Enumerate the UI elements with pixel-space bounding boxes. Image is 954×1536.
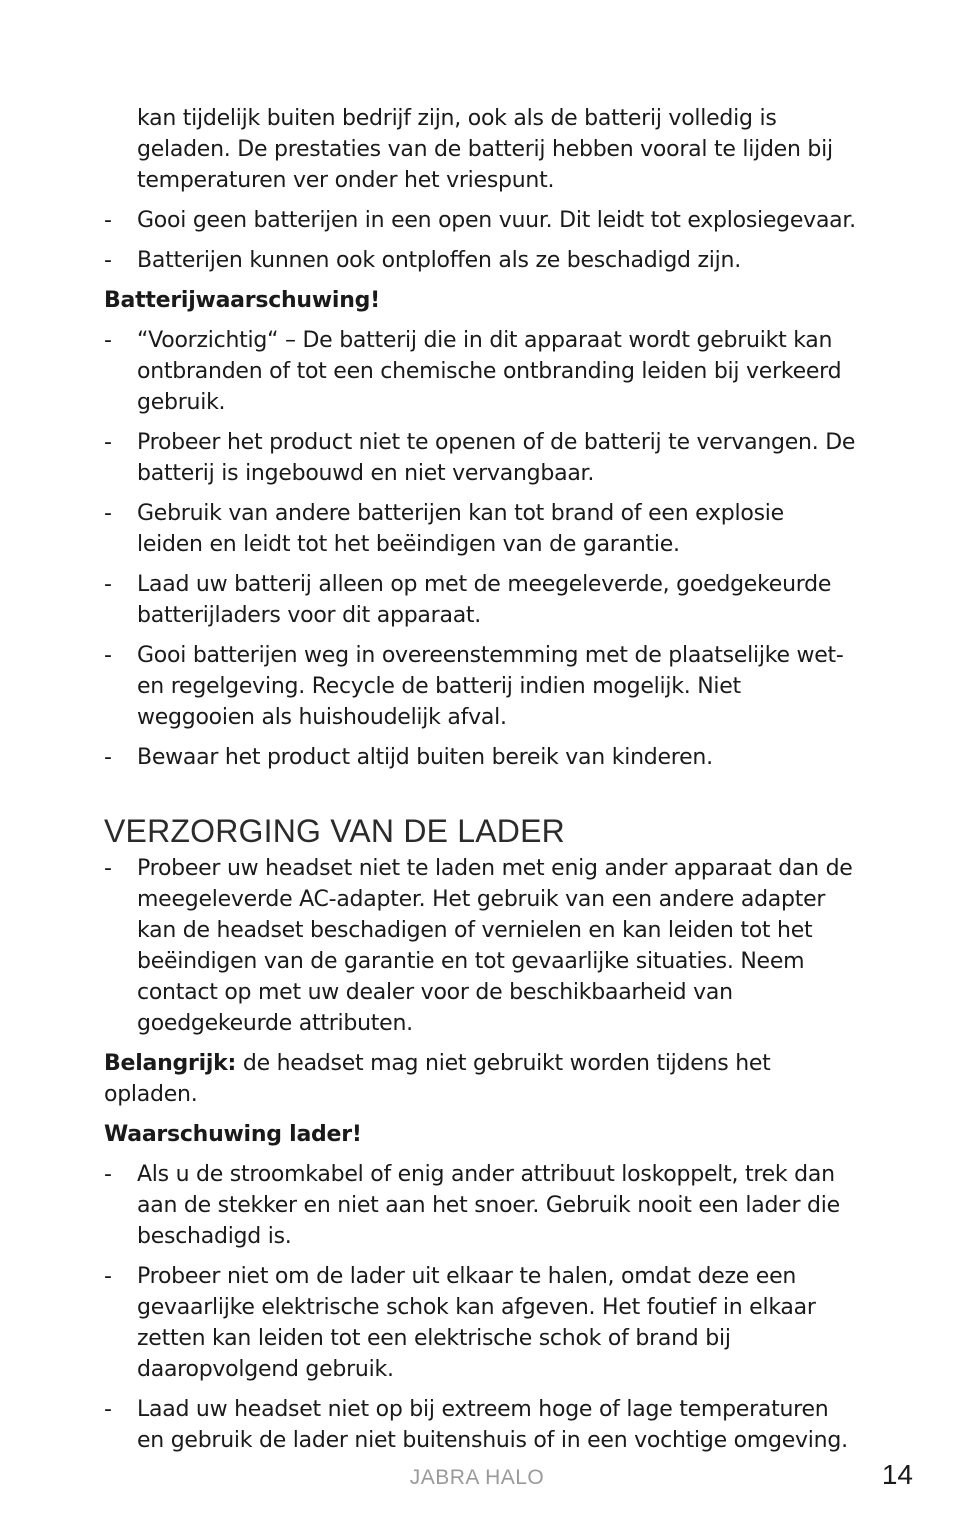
bullet-dash: - bbox=[104, 430, 112, 455]
bullet-dash: - bbox=[104, 208, 112, 233]
list-item bbox=[104, 1159, 856, 1252]
bullet-dash: - bbox=[104, 856, 112, 881]
list-item bbox=[104, 640, 856, 733]
bullet-dash: - bbox=[104, 745, 112, 770]
bullet-dash: - bbox=[104, 328, 112, 353]
list-item-text: Gooi batterijen weg in overeenstemming met de plaatselijke wet- en regelgeving. Recycle de batterij indien mogelijk. Niet weggooien als huishoudelijk afval. bbox=[137, 643, 844, 730]
list-item-text: “Voorzichtig“ – De batterij die in dit apparaat wordt gebruikt kan ontbranden of tot een chemische ontbranding leiden bij verkeerd gebruik. bbox=[137, 328, 842, 415]
important-text: de headset mag niet gebruikt worden tijdens het opladen. bbox=[104, 1051, 771, 1107]
list-item bbox=[104, 742, 856, 773]
footer-product-name: JABRA HALO bbox=[409, 1466, 545, 1489]
list-item-text: Gebruik van andere batterijen kan tot brand of een explosie leiden en leidt tot het beëindigen van de garantie. bbox=[137, 501, 784, 557]
bullet-dash: - bbox=[104, 1162, 112, 1187]
bullet-dash: - bbox=[104, 1264, 112, 1289]
continued-paragraph: kan tijdelijk buiten bedrijf zijn, ook als de batterij volledig is geladen. De prestaties van de batterij hebben vooral te lijden bij temperaturen ver onder het vriespunt. bbox=[137, 106, 833, 193]
list-item-text: Laad uw headset niet op bij extreem hoge of lage temperaturen en gebruik de lader niet buitenshuis of in een vochtige omgeving. bbox=[137, 1397, 848, 1453]
list-item-text: Probeer uw headset niet te laden met enig ander apparaat dan de meegeleverde AC-adapter. Het gebruik van een andere adapter kan de headset beschadigen of vernielen en kan leiden tot het beëindigen van de garantie en tot gevaarlijke situaties. Neem contact op met uw dealer voor de beschikbaarheid van goedgekeurde attributen. bbox=[137, 856, 853, 1036]
bullet-dash: - bbox=[104, 1397, 112, 1422]
bullet-dash: - bbox=[104, 572, 112, 597]
battery-warning-heading: Batterijwaarschuwing! bbox=[104, 288, 380, 313]
list-item-text: Probeer het product niet te openen of de batterij te vervangen. De batterij is ingebouwd en niet vervangbaar. bbox=[137, 430, 856, 486]
list-item-text: Batterijen kunnen ook ontploffen als ze beschadigd zijn. bbox=[137, 248, 741, 273]
list-item bbox=[104, 245, 856, 276]
important-label: Belangrijk: bbox=[104, 1051, 237, 1076]
section-title: VERZORGING VAN DE LADER bbox=[104, 813, 565, 849]
list-item bbox=[104, 427, 856, 489]
page-content bbox=[104, 103, 856, 1465]
list-item bbox=[104, 498, 856, 560]
list-item bbox=[104, 1261, 856, 1385]
bullet-dash: - bbox=[104, 501, 112, 526]
list-item-text: Probeer niet om de lader uit elkaar te halen, omdat deze een gevaarlijke elektrische schok kan afgeven. Het foutief in elkaar zetten kan leiden tot een elektrische schok of brand bij daaropvolgend gebruik. bbox=[137, 1264, 816, 1382]
list-item bbox=[104, 853, 856, 1039]
list-item-text: Bewaar het product altijd buiten bereik van kinderen. bbox=[137, 745, 713, 770]
list-item-text: Als u de stroomkabel of enig ander attribuut loskoppelt, trek dan aan de stekker en niet aan het snoer. Gebruik nooit een lader die beschadigd is. bbox=[137, 1162, 840, 1249]
charger-warning-heading: Waarschuwing lader! bbox=[104, 1122, 362, 1147]
list-item-text: Laad uw batterij alleen op met de meegeleverde, goedgekeurde batterijladers voor dit apparaat. bbox=[137, 572, 832, 628]
list-item bbox=[104, 569, 856, 631]
important-note bbox=[104, 1048, 856, 1110]
page-number: 14 bbox=[881, 1459, 913, 1490]
list-item bbox=[104, 1394, 856, 1456]
list-item-text: Gooi geen batterijen in een open vuur. Dit leidt tot explosiegevaar. bbox=[137, 208, 856, 233]
list-item bbox=[104, 325, 856, 418]
list-item bbox=[104, 205, 856, 236]
bullet-dash: - bbox=[104, 248, 112, 273]
bullet-dash: - bbox=[104, 643, 112, 668]
